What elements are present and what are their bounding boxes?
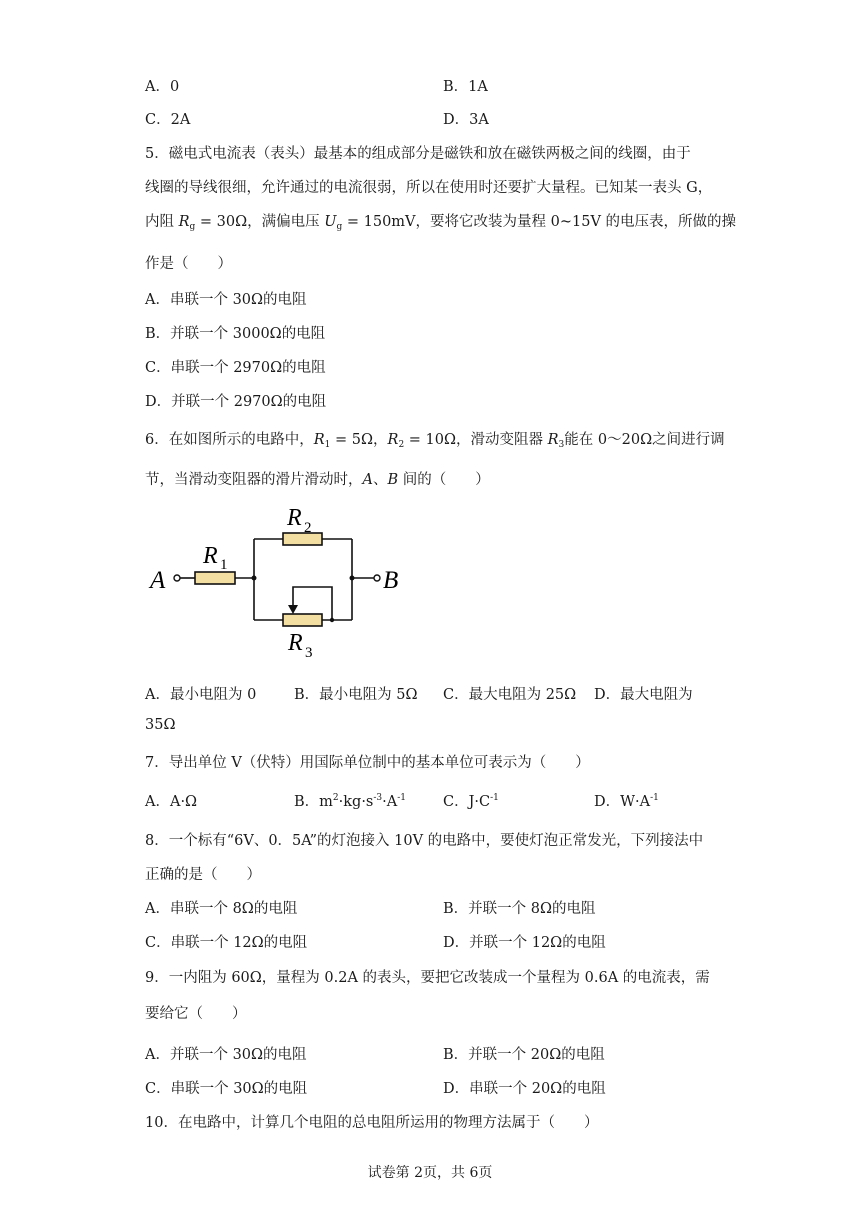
- fig-label-r1-sub: 1: [220, 557, 228, 573]
- point-b-label: B: [387, 472, 399, 488]
- page-footer: 试卷第 2页，共 6页: [367, 1165, 493, 1181]
- q8-option-d[interactable]: D．并联一个 12Ω的电阻: [443, 935, 606, 951]
- q7-d-part1: D．W·A: [594, 794, 651, 810]
- terminal-b: [374, 575, 380, 581]
- q5-text-line1: 5．磁电式电流表（表头）最基本的组成部分是磁铁和放在磁铁两极之间的线圈，由于: [145, 146, 691, 162]
- q5-option-a[interactable]: A．串联一个 30Ω的电阻: [145, 292, 307, 308]
- ug-subscript: g: [336, 222, 343, 232]
- q7-b-part3: ·A: [382, 794, 398, 810]
- q6-line2-mid: 、: [372, 472, 388, 488]
- point-a-label: A: [362, 472, 373, 488]
- circuit-diagram: [140, 495, 430, 670]
- terminal-a: [174, 575, 180, 581]
- q6-option-b[interactable]: B．最小电阻为 5Ω: [294, 687, 418, 703]
- r2-symbol: R: [387, 432, 399, 448]
- fig-label-r2: R: [287, 505, 302, 531]
- q9-option-b[interactable]: B．并联一个 20Ω的电阻: [443, 1047, 605, 1063]
- q9-option-a[interactable]: A．并联一个 30Ω的电阻: [145, 1047, 307, 1063]
- q5-text-line3: [145, 210, 736, 232]
- q7-text-line1: 7．导出单位 V（伏特）用国际单位制中的基本单位可表示为（ ）: [145, 755, 590, 771]
- q10-text-line1: 10．在电路中，计算几个电阻的总电阻所运用的物理方法属于（ ）: [145, 1115, 599, 1131]
- q5-text-line4: 作是（ ）: [145, 256, 232, 272]
- q6-text-line1: [145, 428, 725, 450]
- q5-line3-prefix: 内阻: [145, 214, 179, 230]
- q8-option-a[interactable]: A．串联一个 8Ω的电阻: [145, 901, 298, 917]
- resistor-r3: [283, 614, 322, 626]
- q7-b-part1: B．m: [294, 794, 333, 810]
- q7-c-part1: C．J·C: [443, 794, 491, 810]
- q5-line3-suffix: ，要将它改装为量程 0~15V 的电压表，所做的操: [415, 214, 737, 230]
- fig-label-a: A: [150, 567, 166, 594]
- q5-option-c[interactable]: C．串联一个 2970Ω的电阻: [145, 360, 326, 376]
- q6-text-line2: [145, 468, 490, 489]
- q7-option-c[interactable]: [443, 790, 499, 811]
- q6-line1-prefix: 6．在如图所示的电路中，: [145, 432, 314, 448]
- q9-option-c[interactable]: C．串联一个 30Ω的电阻: [145, 1081, 308, 1097]
- r1-symbol: R: [313, 432, 325, 448]
- slider-arrow: [288, 605, 298, 614]
- fig-label-r3: R: [288, 630, 303, 656]
- q8-text-line2: 正确的是（ ）: [145, 867, 261, 883]
- q6-line1-mid: ，滑动变阻器: [456, 432, 548, 448]
- r2-subscript: 2: [398, 440, 405, 450]
- fig-label-r3-sub: 3: [305, 645, 313, 661]
- fig-label-b: B: [383, 567, 399, 594]
- q6-line2-suffix: 间的（ ）: [398, 472, 490, 488]
- q7-b-exp3: -1: [397, 793, 407, 803]
- rg-symbol: R: [178, 214, 190, 230]
- q6-separator: ，: [373, 432, 388, 448]
- q9-text-line1: 9．一内阻为 60Ω，量程为 0.2A 的表头，要把它改装成一个量程为 0.6A 的电流表，需: [145, 970, 710, 986]
- q7-option-b[interactable]: [294, 790, 406, 811]
- q6-option-d-continued: 35Ω: [145, 717, 176, 733]
- r2-value: = 10Ω: [404, 432, 457, 448]
- ug-symbol: U: [324, 214, 337, 230]
- q8-option-c[interactable]: C．串联一个 12Ω的电阻: [145, 935, 308, 951]
- q4-option-c[interactable]: C．2A: [145, 112, 191, 128]
- node-slider: [330, 618, 334, 622]
- resistor-r1: [195, 572, 235, 584]
- q6-option-d[interactable]: D．最大电阻为: [594, 687, 693, 703]
- q7-option-d[interactable]: [594, 790, 659, 811]
- q7-d-exp: -1: [650, 793, 659, 803]
- resistor-r2: [283, 533, 322, 545]
- q6-line2-prefix: 节，当滑动变阻器的滑片滑动时，: [145, 472, 363, 488]
- q5-option-d[interactable]: D．并联一个 2970Ω的电阻: [145, 394, 327, 410]
- ug-value: = 150mV: [342, 214, 416, 230]
- q7-c-exp: -1: [490, 793, 499, 803]
- r3-subscript: 3: [558, 440, 565, 450]
- fig-label-r1: R: [203, 543, 218, 569]
- q6-option-a[interactable]: A．最小电阻为 0: [145, 687, 257, 703]
- q9-option-d[interactable]: D．串联一个 20Ω的电阻: [443, 1081, 606, 1097]
- rg-value: = 30Ω: [195, 214, 248, 230]
- q5-text-line2: 线圈的导线很细，允许通过的电流很弱，所以在使用时还要扩大量程。已知某一表头 G，: [145, 180, 713, 196]
- q5-option-b[interactable]: B．并联一个 3000Ω的电阻: [145, 326, 326, 342]
- q8-option-b[interactable]: B．并联一个 8Ω的电阻: [443, 901, 596, 917]
- q4-option-b[interactable]: B．1A: [443, 79, 488, 95]
- q7-b-exp1: 2: [332, 793, 339, 803]
- q8-text-line1: 8．一个标有“6V、0．5A”的灯泡接入 10V 的电路中，要使灯泡正常发光，下列接法中: [145, 833, 704, 849]
- rg-subscript: g: [189, 222, 196, 232]
- fig-label-r2-sub: 2: [304, 520, 312, 536]
- q7-b-exp2: -3: [373, 793, 383, 803]
- r1-value: = 5Ω: [330, 432, 374, 448]
- q4-option-d[interactable]: D．3A: [443, 112, 489, 128]
- q7-b-part2: ·kg·s: [338, 794, 374, 810]
- r3-symbol: R: [547, 432, 559, 448]
- q5-line3-mid: ，满偏电压: [247, 214, 325, 230]
- q4-option-a[interactable]: A．0: [145, 79, 180, 95]
- q6-line1-suffix: 能在 0～20Ω之间进行调: [564, 432, 725, 448]
- q9-text-line2: 要给它（ ）: [145, 1006, 247, 1022]
- node-right: [350, 576, 355, 581]
- node-left: [252, 576, 257, 581]
- r1-subscript: 1: [324, 440, 331, 450]
- q7-option-a[interactable]: A．A·Ω: [145, 794, 198, 810]
- q6-option-c[interactable]: C．最大电阻为 25Ω: [443, 687, 577, 703]
